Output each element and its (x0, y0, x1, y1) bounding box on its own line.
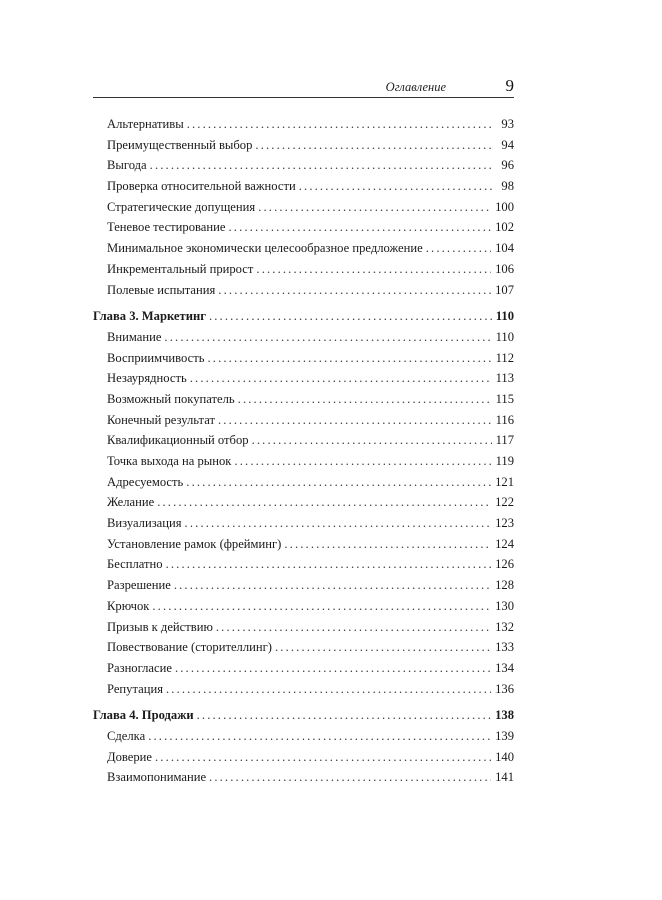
toc-entry-title: Возможный покупатель (107, 391, 235, 406)
toc-entry-page: 107 (495, 282, 514, 297)
toc-entry[interactable] (93, 368, 514, 389)
toc-entry-title: Преимущественный выбор (107, 137, 253, 152)
toc-entry-title: Инкрементальный прирост (107, 261, 254, 276)
dot-leader (234, 451, 491, 472)
toc-entry-title: Установление рамок (фрейминг) (107, 536, 282, 551)
toc-entry-page: 115 (495, 391, 514, 406)
running-title: Оглавление (385, 80, 446, 94)
toc-entry-title: Квалификационный отбор (107, 433, 249, 448)
dot-leader (255, 135, 494, 156)
dot-leader (228, 217, 491, 238)
toc-entry[interactable] (93, 658, 514, 679)
toc-entry[interactable] (93, 637, 514, 658)
dot-leader (284, 534, 491, 555)
toc-entry-page: 117 (495, 433, 514, 448)
toc-entry-page: 98 (501, 179, 514, 194)
dot-leader (209, 306, 492, 327)
dot-leader (157, 492, 491, 513)
toc-entry-title: Полевые испытания (107, 282, 216, 297)
toc-entry-page: 140 (495, 749, 514, 764)
toc-entry-page: 110 (495, 309, 514, 324)
dot-leader (185, 513, 492, 534)
toc-entry-page: 94 (501, 137, 514, 152)
dot-leader (174, 575, 491, 596)
toc-entry-page: 121 (495, 474, 514, 489)
toc-entry-page: 96 (501, 158, 514, 173)
toc-entry-title: Восприимчивость (107, 350, 205, 365)
toc-entry-page: 124 (495, 536, 514, 551)
dot-leader (238, 389, 492, 410)
dot-leader (207, 348, 491, 369)
dot-leader (190, 368, 492, 389)
toc-entry-page: 139 (495, 728, 514, 743)
dot-leader (218, 410, 492, 431)
dot-leader (164, 327, 491, 348)
table-of-contents (93, 114, 514, 788)
toc-entry-title: Визуализация (107, 516, 182, 531)
toc-entry[interactable] (93, 327, 514, 348)
toc-entry[interactable] (93, 155, 514, 176)
toc-entry-page: 136 (495, 681, 514, 696)
dot-leader (258, 197, 491, 218)
toc-entry-title: Желание (107, 495, 155, 510)
toc-entry-page: 110 (495, 329, 514, 344)
toc-entry-title: Сделка (107, 728, 146, 743)
toc-entry-title: Призыв к действию (107, 619, 213, 634)
toc-entry-page: 112 (495, 350, 514, 365)
toc-entry-title: Точка выхода на рынок (107, 454, 232, 468)
toc-entry-page: 141 (495, 770, 514, 785)
dot-leader (275, 637, 491, 658)
toc-entry[interactable] (93, 348, 514, 369)
toc-entry-title: Внимание (107, 329, 162, 344)
toc-entry-title: Глава 3. Маркетинг (93, 309, 206, 324)
toc-entry[interactable] (93, 513, 514, 534)
toc-entry-title: Стратегические допущения (107, 199, 256, 214)
header-rule (93, 97, 514, 98)
toc-entry[interactable] (93, 451, 514, 472)
toc-entry[interactable] (93, 575, 514, 596)
dot-leader (150, 155, 494, 176)
toc-entry-title: Конечный результат (107, 412, 215, 427)
toc-entry-title: Крючок (107, 598, 150, 613)
dot-leader (218, 280, 491, 301)
toc-entry[interactable] (93, 679, 514, 700)
toc-entry-title: Альтернативы (107, 117, 184, 131)
toc-entry-page: 138 (495, 708, 514, 723)
dot-leader (152, 596, 491, 617)
toc-entry-page: 134 (495, 660, 514, 675)
toc-entry[interactable] (93, 135, 514, 156)
dot-leader (166, 554, 492, 575)
toc-entry-page: 123 (495, 516, 514, 531)
toc-entry-title: Адресуемость (107, 474, 184, 489)
dot-leader (256, 259, 491, 280)
toc-entry[interactable] (93, 176, 514, 197)
running-header (93, 76, 514, 96)
toc-entry[interactable] (93, 472, 514, 493)
toc-chapter-entry[interactable] (93, 705, 514, 726)
toc-entry-page: 113 (495, 371, 514, 386)
toc-entry-page: 126 (495, 557, 514, 572)
toc-entry[interactable] (93, 259, 514, 280)
toc-entry-title: Минимальное экономически целесообразное предложение (107, 241, 423, 256)
toc-entry[interactable] (93, 217, 514, 238)
toc-entry-page: 100 (495, 199, 514, 214)
dot-leader (252, 430, 492, 451)
toc-entry[interactable] (93, 726, 514, 747)
toc-entry-page: 122 (495, 495, 514, 510)
toc-entry[interactable] (93, 617, 514, 638)
toc-entry[interactable] (93, 767, 514, 788)
toc-entry[interactable] (93, 389, 514, 410)
toc-entry-page: 102 (495, 220, 514, 235)
toc-entry[interactable] (93, 596, 514, 617)
toc-entry-title: Теневое тестирование (107, 220, 226, 235)
dot-leader (216, 617, 491, 638)
toc-entry-page: 130 (495, 598, 514, 613)
toc-entry-page: 104 (495, 241, 514, 256)
toc-entry-page: 119 (495, 454, 514, 468)
toc-entry-title: Бесплатно (107, 557, 163, 572)
toc-entry[interactable] (93, 747, 514, 768)
toc-entry-title: Глава 4. Продажи (93, 708, 194, 723)
dot-leader (426, 238, 491, 259)
toc-entry-title: Репутация (107, 681, 163, 696)
toc-entry-page: 132 (495, 619, 514, 634)
dot-leader (155, 747, 491, 768)
dot-leader (166, 679, 491, 700)
toc-entry-title: Выгода (107, 158, 147, 173)
toc-entry[interactable] (93, 114, 514, 135)
toc-entry[interactable] (93, 280, 514, 301)
toc-entry[interactable] (93, 410, 514, 431)
dot-leader (148, 726, 491, 747)
dot-leader (186, 472, 491, 493)
toc-entry-title: Разногласие (107, 660, 172, 675)
toc-entry-title: Доверие (107, 749, 152, 764)
dot-leader (197, 705, 492, 726)
dot-leader (209, 767, 491, 788)
toc-entry-title: Взаимопонимание (107, 770, 207, 785)
dot-leader (299, 176, 494, 197)
toc-entry-title: Незаурядность (107, 371, 187, 386)
toc-chapter-entry[interactable] (93, 306, 514, 327)
toc-entry-title: Повествование (сторителлинг) (107, 640, 272, 655)
toc-entry[interactable] (93, 534, 514, 555)
dot-leader (187, 114, 494, 135)
toc-entry[interactable] (93, 197, 514, 218)
toc-entry[interactable] (93, 554, 514, 575)
page-number: 9 (505, 76, 514, 95)
toc-entry[interactable] (93, 430, 514, 451)
toc-entry-page: 133 (495, 640, 514, 655)
dot-leader (175, 658, 491, 679)
toc-entry[interactable] (93, 492, 514, 513)
toc-entry-page: 93 (501, 117, 514, 131)
toc-entry[interactable] (93, 238, 514, 259)
toc-entry-title: Разрешение (107, 578, 171, 593)
toc-entry-page: 128 (495, 578, 514, 593)
toc-entry-page: 106 (495, 261, 514, 276)
toc-entry-page: 116 (495, 412, 514, 427)
toc-entry-title: Проверка относительной важности (107, 179, 296, 194)
